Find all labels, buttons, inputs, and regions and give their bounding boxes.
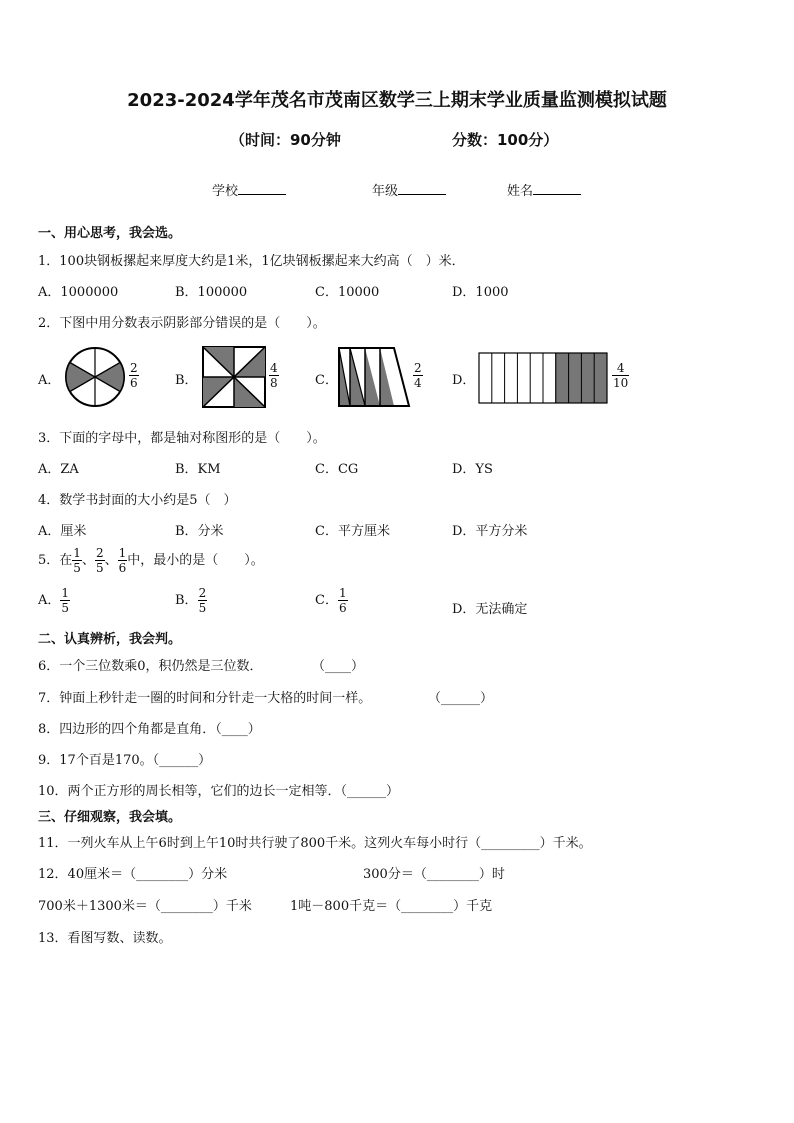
question-5 (38, 546, 264, 576)
q5-fraction-3 (118, 546, 128, 575)
q5-a-num: 1 (61, 586, 70, 600)
section-2-heading: 二、认真辨析，我会判。 (38, 632, 182, 647)
q1-option-c[interactable]: C．10000 (315, 285, 380, 300)
question-1: 1．100块钢板摞起来厚度大约是1米，1亿块钢板摞起来大约高（ ）米． (38, 254, 465, 269)
question-12-part-2: 300分＝（________）时 (363, 867, 505, 882)
q3-option-b[interactable]: B．KM (175, 462, 221, 477)
page-title: 2023-2024学年茂名市茂南区数学三上期末学业质量监测模拟试题 (127, 90, 667, 111)
q4-option-c[interactable]: C．平方厘米 (315, 524, 390, 539)
q5-c-den: 6 (338, 601, 347, 615)
grade-blank[interactable] (398, 182, 446, 195)
q5-prefix: 5．在 (38, 553, 73, 568)
question-11: 11．一列火车从上午6时到上午10时共行驶了800千米。这列火车每小时行（_________）千米。 (38, 836, 592, 851)
q2-option-c[interactable]: C． (315, 373, 338, 388)
q5-f2-den: 5 (95, 561, 104, 575)
q5-option-b[interactable] (175, 586, 207, 616)
q5-b-den: 5 (198, 601, 207, 615)
question-9: 9．17个百是170。（______） (38, 753, 212, 768)
question-12-part-3: 700米＋1300米＝（________）千米 (38, 899, 252, 914)
question-6: 6．一个三位数乘0，积仍然是三位数． (38, 659, 263, 674)
q2-trapezoid-figure (338, 347, 410, 407)
q2-fraction-d (612, 361, 629, 390)
q2-option-a[interactable]: A． (38, 373, 61, 388)
q4-option-a[interactable]: A．厘米 (38, 524, 87, 539)
q5-c-num: 1 (338, 586, 347, 600)
q5-sep-2: 、 (104, 553, 118, 568)
q5-option-b-label: B． (175, 593, 198, 608)
q3-option-d[interactable]: D．YS (452, 462, 493, 477)
q5-f1-den: 5 (73, 561, 81, 575)
section-1-heading: 一、用心思考，我会选。 (38, 226, 182, 241)
question-13: 13．看图写数、读数。 (38, 931, 172, 946)
q1-option-b[interactable]: B．100000 (175, 285, 248, 300)
q2-fraction-d-num: 4 (612, 361, 629, 376)
q2-fraction-c-num: 2 (414, 361, 422, 375)
q3-option-a[interactable]: A．ZA (38, 462, 79, 477)
q5-a-den: 5 (61, 601, 70, 615)
q5-f2-num: 2 (95, 546, 104, 560)
grade-field[interactable] (372, 180, 446, 199)
q5-option-d[interactable]: D．无法确定 (452, 602, 528, 617)
q4-option-b[interactable]: B．分米 (175, 524, 224, 539)
question-10: 10．两个正方形的周长相等，它们的边长一定相等．（______） (38, 784, 400, 799)
q5-option-b-fraction (198, 586, 208, 615)
question-3: 3．下面的字母中，都是轴对称图形的是（ ）。 (38, 431, 326, 446)
q6-answer-blank[interactable]: （____） (312, 659, 365, 674)
q2-fraction-b-num: 4 (270, 361, 278, 375)
q5-option-c-label: C． (315, 593, 338, 608)
grade-label: 年级 (372, 184, 399, 199)
name-field[interactable] (507, 180, 581, 199)
q3-option-c[interactable]: C．CG (315, 462, 359, 477)
q2-option-b[interactable]: B． (175, 373, 198, 388)
q2-bar-figure (478, 352, 608, 404)
q5-option-a-fraction (60, 586, 70, 615)
q2-square-figure (202, 346, 266, 408)
q5-suffix: 中，最小的是（ ）。 (127, 553, 264, 568)
q7-answer-blank[interactable]: （______） (428, 691, 494, 706)
question-7: 7．钟面上秒针走一圈的时间和分针走一大格的时间一样。 (38, 691, 372, 706)
q2-fraction-b (269, 361, 279, 390)
question-12-part-4: 1吨－800千克＝（________）千克 (290, 899, 493, 914)
q2-fraction-a (129, 361, 139, 390)
q1-option-d[interactable]: D．1000 (452, 285, 509, 300)
q5-b-num: 2 (198, 586, 207, 600)
q5-option-a-label: A． (38, 593, 61, 608)
section-3-heading: 三、仔细观察，我会填。 (38, 810, 182, 825)
school-field[interactable] (212, 180, 286, 199)
q2-fraction-c-den: 4 (414, 376, 422, 390)
q2-fraction-a-den: 6 (130, 376, 138, 390)
q2-fraction-b-den: 8 (270, 376, 278, 390)
time-label: （时间：90分钟 (230, 131, 341, 149)
q2-circle-figure (64, 346, 126, 408)
q5-option-c[interactable] (315, 586, 348, 616)
q5-sep-1: 、 (81, 553, 95, 568)
q5-f1-num: 1 (73, 546, 81, 560)
q5-fraction-2 (95, 546, 105, 575)
question-2: 2．下图中用分数表示阴影部分错误的是（ ）。 (38, 316, 326, 331)
q5-f3-num: 1 (118, 546, 127, 560)
school-blank[interactable] (238, 182, 286, 195)
q5-f3-den: 6 (118, 561, 127, 575)
q2-fraction-d-den: 10 (613, 376, 629, 390)
q5-option-c-fraction (338, 586, 348, 615)
name-label: 姓名 (507, 184, 534, 199)
q1-option-a[interactable]: A．1000000 (38, 285, 119, 300)
q2-option-d[interactable]: D． (452, 373, 476, 388)
q5-option-a[interactable] (38, 586, 70, 616)
score-label: 分数：100分） (452, 131, 559, 149)
q2-fraction-a-num: 2 (130, 361, 138, 375)
question-4: 4．数学书封面的大小约是5（ ） (38, 493, 237, 508)
school-label: 学校 (212, 184, 239, 199)
question-8: 8．四边形的四个角都是直角．（____） (38, 722, 261, 737)
name-blank[interactable] (533, 182, 581, 195)
question-12-part-1: 12．40厘米＝（________）分米 (38, 867, 228, 882)
q4-option-d[interactable]: D．平方分米 (452, 524, 528, 539)
q2-fraction-c (413, 361, 423, 390)
q5-fraction-1 (72, 546, 82, 575)
